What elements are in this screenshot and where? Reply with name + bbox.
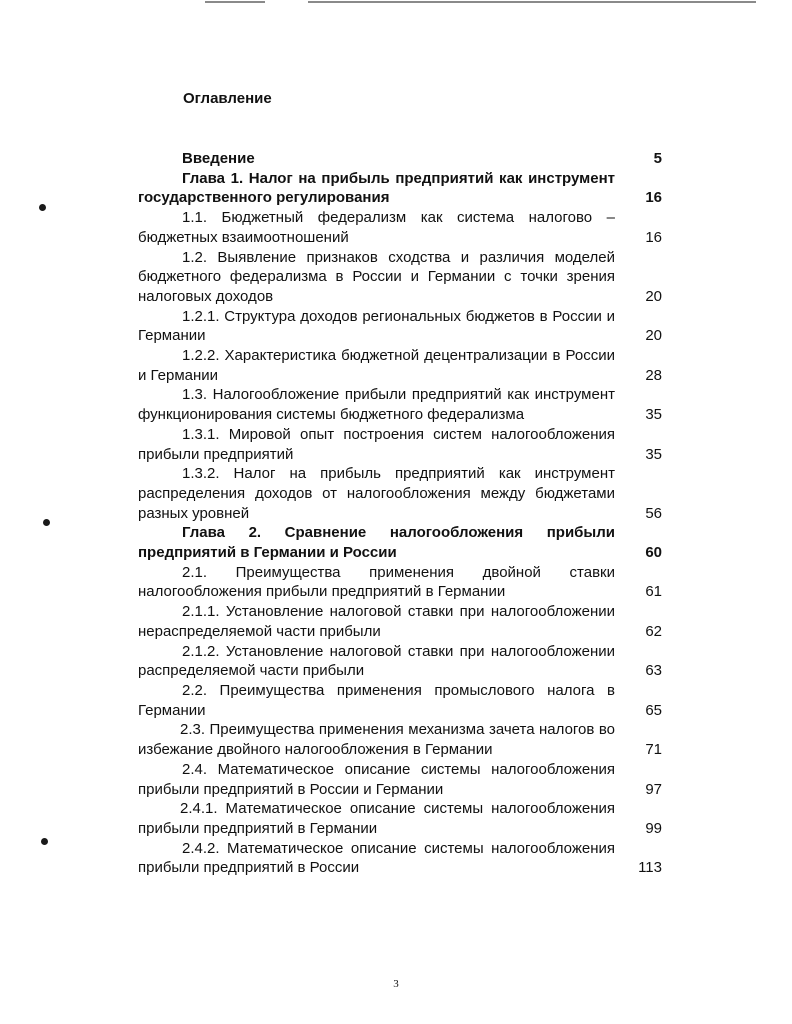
- toc-entry-2-4[interactable]: [138, 760, 662, 799]
- toc-entry-page: 35: [645, 406, 662, 424]
- toc-entry-page: 97: [645, 780, 662, 798]
- toc-entry-1-2-2[interactable]: [138, 346, 662, 385]
- toc-entry-page: 113: [638, 859, 662, 877]
- toc-entry-chapter-1[interactable]: [138, 169, 662, 208]
- toc-entry-page: 63: [645, 662, 662, 680]
- toc-entry-2-2[interactable]: [138, 681, 662, 720]
- toc-entry-page: 60: [645, 544, 662, 562]
- scan-artifact-line: [205, 1, 265, 3]
- toc-entry-text: 1.2. Выявление признаков сходства и различия моделей бюджетного федерализма в России и Германии с точки зрения налоговых доходов: [138, 248, 615, 305]
- toc-entry-text: Глава 2. Сравнение налогообложения прибыли предприятий в Германии и России: [138, 524, 615, 562]
- toc-entry-text: 2.1. Преимущества применения двойной ставки налогообложения прибыли предприятий в Германии: [138, 563, 615, 601]
- toc-entry-text: 1.3.1. Мировой опыт построения систем налогообложения прибыли предприятий: [138, 425, 615, 463]
- toc-entry-2-1-1[interactable]: [138, 602, 662, 641]
- page-number: 3: [393, 978, 399, 990]
- toc-entry-page: 16: [645, 189, 662, 207]
- toc-entry-page: 16: [645, 228, 662, 246]
- toc-entry-page: 56: [645, 504, 662, 522]
- toc-entry-1-2[interactable]: [138, 248, 662, 307]
- toc-entry-text: 2.3. Преимущества применения механизма зачета налогов во избежание двойного налогообложения в Германии: [138, 721, 615, 759]
- toc-entry-2-1[interactable]: [138, 563, 662, 602]
- table-of-contents: [138, 149, 662, 878]
- toc-entry-text: 2.4.2. Математическое описание системы налогообложения прибыли предприятий в России: [138, 839, 615, 877]
- toc-entry-1-3-1[interactable]: [138, 425, 662, 464]
- toc-entry-text: 1.3. Налогообложение прибыли предприятий как инструмент функционирования системы бюджетного федерализма: [138, 386, 615, 424]
- toc-entry-page: 35: [645, 445, 662, 463]
- toc-entry-page: 20: [645, 287, 662, 305]
- toc-entry-page: 5: [653, 150, 662, 167]
- toc-entry-1-1[interactable]: [138, 208, 662, 247]
- toc-entry-page: 61: [645, 583, 662, 601]
- toc-entry-text: 1.2.2. Характеристика бюджетной децентрализации в России и Германии: [138, 347, 615, 384]
- toc-entry-chapter-2[interactable]: [138, 523, 662, 562]
- toc-entry-2-4-1[interactable]: [138, 799, 662, 838]
- toc-entry-1-3-2[interactable]: [138, 464, 662, 523]
- toc-entry-page: 62: [645, 622, 662, 640]
- toc-entry-1-2-1[interactable]: [138, 307, 662, 346]
- punch-hole-dot: [39, 204, 46, 211]
- toc-entry-text: Введение: [182, 150, 255, 167]
- toc-entry-2-4-2[interactable]: [138, 839, 662, 878]
- toc-entry-text: 2.2. Преимущества применения промыслового налога в Германии: [138, 681, 615, 719]
- toc-entry-text: 1.2.1. Структура доходов региональных бюджетов в России и Германии: [138, 307, 615, 345]
- toc-entry-page: 28: [645, 366, 662, 384]
- toc-entry-1-3[interactable]: [138, 385, 662, 424]
- toc-entry-page: 20: [645, 327, 662, 345]
- toc-entry-introduction[interactable]: [138, 149, 662, 169]
- punch-hole-dot: [43, 519, 50, 526]
- toc-entry-2-3[interactable]: [138, 720, 662, 759]
- toc-entry-text: 1.1. Бюджетный федерализм как система налогово – бюджетных взаимоотношений: [138, 209, 615, 246]
- toc-entry-text: 2.4. Математическое описание системы налогообложения прибыли предприятий в России и Германии: [138, 760, 615, 798]
- punch-hole-dot: [41, 838, 48, 845]
- toc-entry-text: 1.3.2. Налог на прибыль предприятий как инструмент распределения доходов от налогообложения между бюджетами разных уровней: [138, 465, 615, 522]
- toc-entry-text: 2.1.2. Установление налоговой ставки при налогообложении распределяемой части прибыли: [138, 642, 615, 680]
- toc-entry-text: 2.4.1. Математическое описание системы налогообложения прибыли предприятий в Германии: [138, 800, 615, 837]
- toc-entry-text: 2.1.1. Установление налоговой ставки при налогообложении нераспределяемой части прибыли: [138, 603, 615, 640]
- page-title: Оглавление: [183, 90, 272, 107]
- toc-entry-page: 99: [645, 819, 662, 837]
- scan-artifact-line: [308, 1, 756, 3]
- toc-entry-2-1-2[interactable]: [138, 642, 662, 681]
- toc-entry-text: Глава 1. Налог на прибыль предприятий как инструмент государственного регулирования: [138, 169, 615, 207]
- toc-entry-page: 65: [645, 701, 662, 719]
- toc-entry-page: 71: [645, 741, 662, 759]
